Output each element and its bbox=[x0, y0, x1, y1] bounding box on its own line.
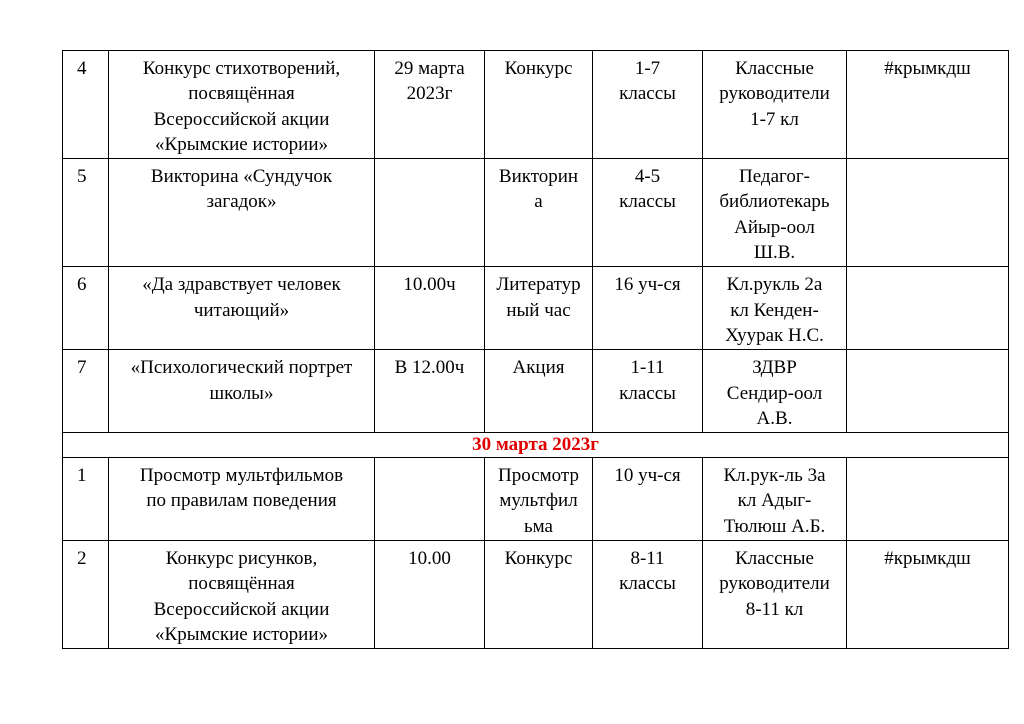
cell-line: Всероссийской акции bbox=[153, 108, 330, 130]
cell-line: Литератур bbox=[496, 274, 581, 296]
cell-tag bbox=[847, 51, 1009, 159]
cell-participants bbox=[593, 267, 703, 350]
cell-line: классы bbox=[619, 191, 676, 213]
cell-time bbox=[375, 541, 485, 649]
cell-line: #крымкдш bbox=[884, 548, 971, 570]
cell-line: 1-7 bbox=[634, 58, 661, 79]
cell-line: А.В. bbox=[756, 407, 793, 429]
date-header: 30 марта 2023г bbox=[63, 433, 1009, 458]
cell-line: Конкурс bbox=[504, 548, 573, 570]
table-row bbox=[63, 159, 1009, 267]
schedule-table bbox=[62, 50, 1009, 649]
cell-line: Тюлюш А.Б. bbox=[723, 515, 826, 537]
cell-line: кл Адыг- bbox=[737, 490, 812, 512]
cell-line: 8-11 кл bbox=[745, 598, 804, 620]
cell-line: Викторина «Сундучок bbox=[150, 166, 333, 188]
cell-time bbox=[375, 350, 485, 433]
cell-line: Айыр-оол bbox=[734, 216, 815, 238]
cell-line: по правилам поведения bbox=[146, 490, 337, 512]
cell-line: 4-5 bbox=[634, 166, 661, 188]
cell-tag bbox=[847, 541, 1009, 649]
cell-line: Классные bbox=[735, 548, 814, 570]
table-row bbox=[63, 267, 1009, 350]
cell-form bbox=[485, 267, 593, 350]
cell-line: школы» bbox=[209, 382, 274, 404]
row-number: 2 bbox=[63, 541, 109, 649]
cell-line: Кл.рук-ль 3а bbox=[723, 465, 826, 487]
cell-line: кл Кенден- bbox=[730, 299, 819, 321]
cell-line: 16 уч-ся bbox=[614, 274, 681, 296]
cell-line: Сендир-оол bbox=[726, 382, 823, 404]
cell-line: Просмотр мультфильмов bbox=[139, 465, 344, 487]
cell-title bbox=[109, 458, 375, 541]
cell-form bbox=[485, 159, 593, 267]
cell-form bbox=[485, 350, 593, 433]
cell-form bbox=[485, 458, 593, 541]
cell-line: ный час bbox=[506, 299, 571, 321]
cell-line: Ш.В. bbox=[753, 242, 796, 264]
cell-line: 8-11 bbox=[630, 548, 665, 570]
rows-after bbox=[63, 458, 1009, 649]
cell-participants bbox=[593, 350, 703, 433]
cell-line: 1-7 кл bbox=[750, 108, 799, 130]
cell-tag bbox=[847, 267, 1009, 350]
date-section bbox=[63, 433, 1009, 458]
cell-line: «Крымские истории» bbox=[155, 133, 328, 155]
cell-line: Викторин bbox=[498, 166, 579, 188]
row-number: 1 bbox=[63, 458, 109, 541]
cell-line: Конкурс рисунков, bbox=[165, 548, 318, 570]
cell-line: Кл.рукль 2а bbox=[726, 274, 823, 296]
cell-title bbox=[109, 541, 375, 649]
cell-line: ьма bbox=[524, 515, 553, 537]
cell-line: 10.00 bbox=[408, 548, 451, 570]
table-row bbox=[63, 51, 1009, 159]
row-number: 6 bbox=[63, 267, 109, 350]
cell-participants bbox=[593, 159, 703, 267]
row-number: 5 bbox=[63, 159, 109, 267]
cell-line: 29 марта bbox=[394, 58, 465, 79]
cell-line: руководители bbox=[719, 573, 830, 595]
cell-tag bbox=[847, 350, 1009, 433]
cell-line: В 12.00ч bbox=[394, 357, 465, 379]
cell-line: Акция bbox=[512, 357, 565, 379]
cell-time bbox=[375, 267, 485, 350]
cell-time bbox=[375, 51, 485, 159]
cell-time bbox=[375, 159, 485, 267]
cell-line: посвящённая bbox=[188, 83, 295, 105]
cell-line: «Психологический портрет bbox=[130, 357, 353, 379]
cell-line: руководители bbox=[719, 83, 830, 105]
cell-responsible bbox=[703, 51, 847, 159]
cell-line: «Крымские истории» bbox=[155, 623, 328, 645]
cell-title bbox=[109, 159, 375, 267]
cell-title bbox=[109, 350, 375, 433]
cell-line: библиотекарь bbox=[719, 191, 830, 213]
cell-responsible bbox=[703, 541, 847, 649]
cell-line: классы bbox=[619, 382, 676, 404]
cell-line: «Да здравствует человек bbox=[142, 274, 341, 296]
cell-tag bbox=[847, 458, 1009, 541]
cell-line: загадок» bbox=[206, 191, 277, 213]
cell-line: Классные bbox=[735, 58, 814, 79]
cell-line: 10 уч-ся bbox=[614, 465, 681, 487]
cell-time bbox=[375, 458, 485, 541]
cell-responsible bbox=[703, 458, 847, 541]
cell-responsible bbox=[703, 267, 847, 350]
cell-responsible bbox=[703, 159, 847, 267]
cell-line: читающий» bbox=[193, 299, 290, 321]
cell-line: 1-11 bbox=[630, 357, 665, 379]
cell-tag bbox=[847, 159, 1009, 267]
cell-line: Конкурс bbox=[504, 58, 573, 79]
cell-line: а bbox=[534, 191, 543, 213]
row-number: 4 bbox=[63, 51, 109, 159]
table-row bbox=[63, 458, 1009, 541]
row-number: 7 bbox=[63, 350, 109, 433]
cell-line: 2023г bbox=[406, 83, 453, 105]
cell-participants bbox=[593, 458, 703, 541]
cell-line: посвящённая bbox=[188, 573, 295, 595]
cell-line: #крымкдш bbox=[884, 58, 971, 79]
cell-line: классы bbox=[619, 83, 676, 105]
table-row bbox=[63, 541, 1009, 649]
cell-title bbox=[109, 267, 375, 350]
cell-line: Всероссийской акции bbox=[153, 598, 330, 620]
cell-title bbox=[109, 51, 375, 159]
cell-form bbox=[485, 541, 593, 649]
cell-line: Просмотр bbox=[498, 465, 579, 487]
rows-before bbox=[63, 51, 1009, 433]
cell-line: классы bbox=[619, 573, 676, 595]
cell-responsible bbox=[703, 350, 847, 433]
table-row bbox=[63, 350, 1009, 433]
cell-participants bbox=[593, 541, 703, 649]
date-header-row bbox=[63, 433, 1009, 458]
cell-line: ЗДВР bbox=[752, 357, 797, 379]
cell-line: Педагог- bbox=[739, 166, 810, 188]
cell-line: мультфил bbox=[499, 490, 578, 512]
cell-line: Хуурак Н.С. bbox=[725, 324, 824, 346]
cell-participants bbox=[593, 51, 703, 159]
cell-form bbox=[485, 51, 593, 159]
cell-line: 10.00ч bbox=[403, 274, 456, 296]
cell-line: Конкурс стихотворений, bbox=[142, 58, 341, 79]
